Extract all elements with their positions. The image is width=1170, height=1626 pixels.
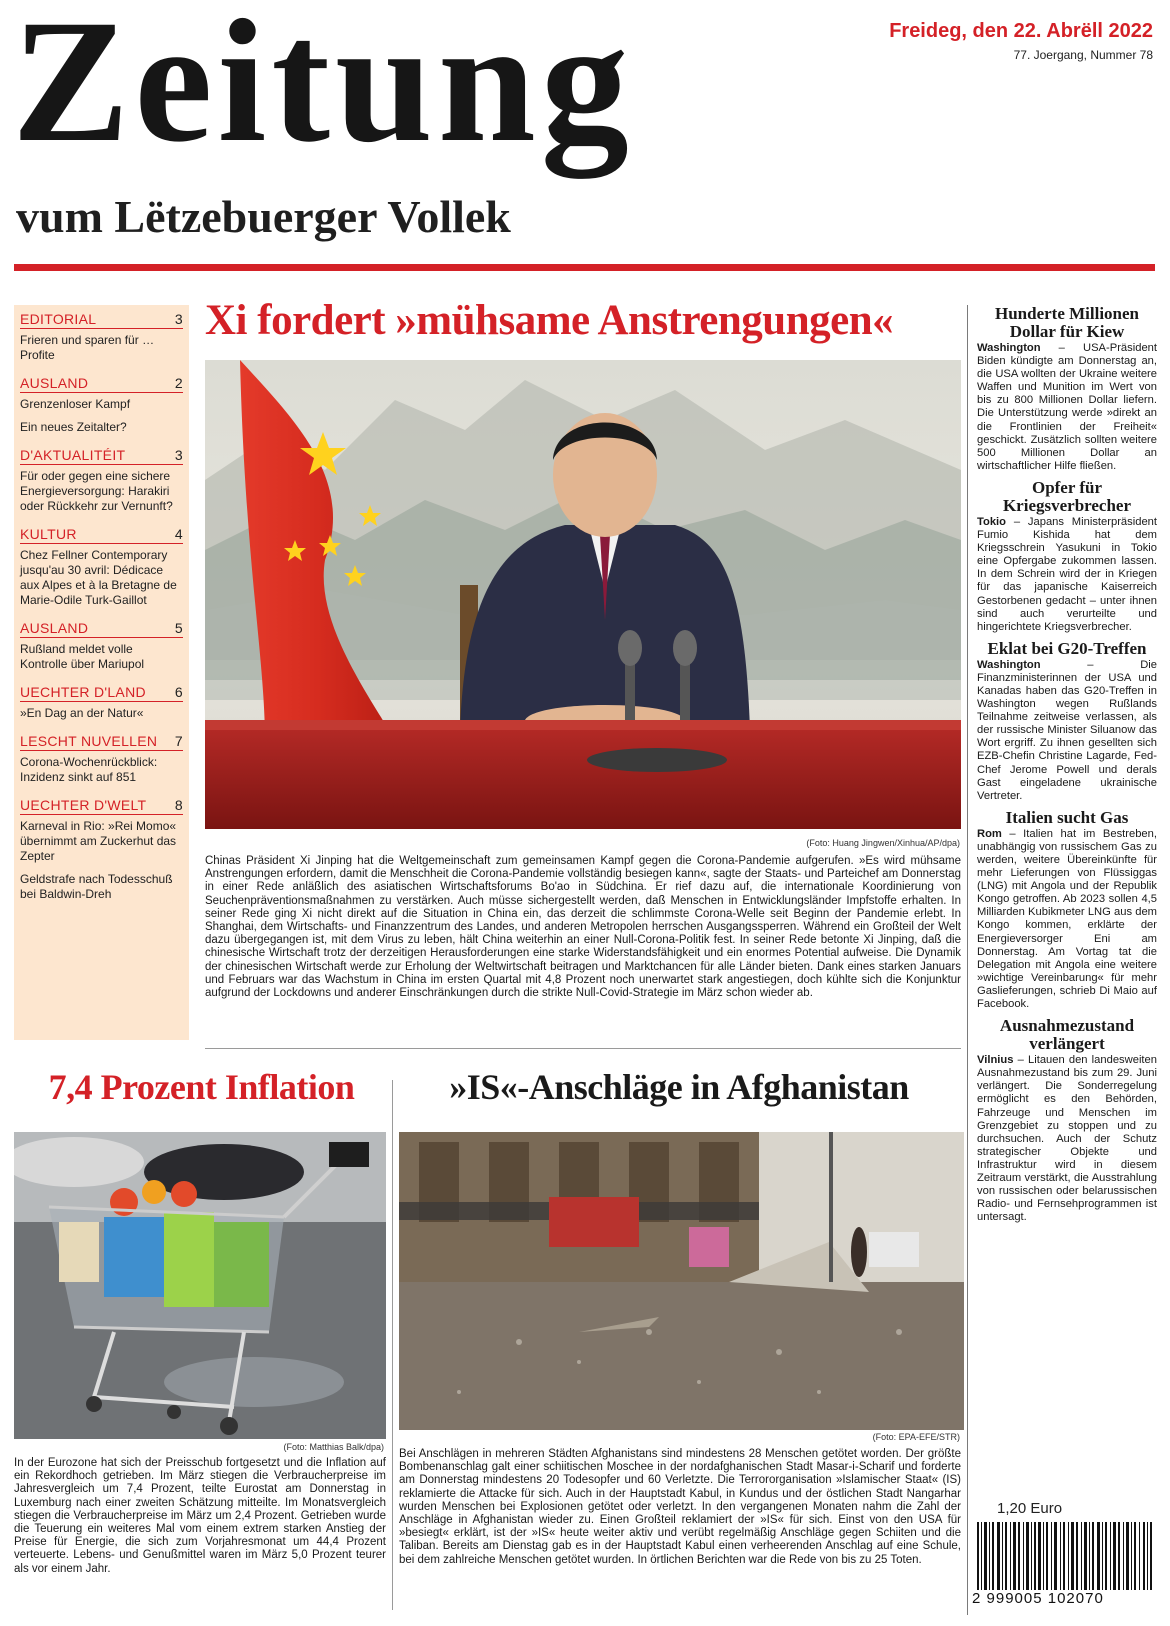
- lead-headline[interactable]: Xi fordert »mühsame Anstrengungen«: [205, 297, 894, 344]
- inflation-body: In der Eurozone hat sich der Preisschub fortgesetzt und die Inflation auf ein Rekordhoch getrieben. Im März stiegen die Verbraucherpreise im Jahresvergleich um 7,4 Prozent, teilte Eurostat am Donnerstag in Luxemburg nach einer zweiten Schätzung mitteilte. Im Monatsvergleich stiegen die Verbraucherpreise im März um 2,4 Prozent. Getrieben wurde die Teuerung ein weiteres Mal vom einem extrem starken Anstieg der Preise für Energie, die sich zum Vorjahresmonat um 44,4 Prozent verteuerte. Lebens- und Genußmittel waren im März 5,0 Prozent teurer als vor einem Jahr.: [14, 1457, 386, 1575]
- index-page-number: 5: [174, 620, 183, 636]
- column-divider: [967, 305, 968, 1615]
- inflation-photo-credit: (Foto: Matthias Balk/dpa): [283, 1442, 384, 1452]
- index-section[interactable]: [20, 311, 183, 363]
- index-page-number: 6: [174, 684, 183, 700]
- issue-number: 77. Joergang, Nummer 78: [1013, 48, 1153, 62]
- index-page-number: 4: [174, 526, 183, 542]
- index-section[interactable]: [20, 620, 183, 672]
- index-page-number: 3: [174, 311, 183, 327]
- brief[interactable]: [977, 305, 1157, 473]
- index-page-number: 2: [174, 375, 183, 391]
- masthead-subtitle: vum Lëtzebuerger Vollek: [16, 191, 511, 242]
- brief-title: Ausnahmezustand verlängert: [999, 1016, 1135, 1054]
- brief-title: Hunderte Millionen Dollar für Kiew: [994, 304, 1140, 341]
- index-section-title: LESCHT NUVELLEN: [20, 733, 158, 749]
- index-item[interactable]: Ein neues Zeitalter?: [20, 420, 127, 434]
- brief[interactable]: [977, 640, 1157, 803]
- brief-text: – Japans Ministerpräsident Fumio Kishida hat dem Kriegsschrein Yasukuni in Tokio eine Opfergabe zukommen lassen. In dem Schrein wird der in Kriegen für das japanische Kaiserreich Gestorbenen gedacht – unter ihnen sind auch verurteilte und hingerichtete Kriegsverbrecher.: [977, 515, 1157, 633]
- index-item[interactable]: Corona-Wochenrückblick: Inzidenz sinkt auf 851: [20, 755, 158, 784]
- index-section[interactable]: [20, 375, 183, 435]
- index-section[interactable]: [20, 733, 183, 785]
- index-section-title: AUSLAND: [20, 375, 89, 391]
- column-divider: [392, 1080, 393, 1610]
- brief-text: – Italien hat im Bestreben, unabhängig von russischem Gas zu werden, weitere Übereinkünfte für mehr Lieferungen von Flüssiggas (LNG) mit Angola und der Republik Kongo getroffen. Ab 2023 sollen 4,5 Milliarden Kubikmeter LNG aus dem Kongo kommen, erklärte der Energieversorger Eni am Donnerstag. Am Vortag tat die Delegation mit Angola eine weitere »wichtige Vereinbarung« für mehr Gaslieferungen, schrieb Di Maio auf Facebook.: [977, 827, 1157, 1011]
- lead-body: Chinas Präsident Xi Jinping hat die Weltgemeinschaft zum gemeinsamen Kampf gegen die Corona-Pandemie aufgerufen. »Es wird mühsame Anstrengungen erfordern, damit die Menschheit die Corona-Pandemie vollständig besiegen kann«, sagte der Staats- und Parteichef am Donnerstag in einer Rede anläßlich des asiatischen Wirtschaftsforums Bo'ao in Südchina. Er rief dazu auf, die internationale Koordinierung von Seuchenpräventionsmaßnahmen zu verstärken. Auch müsse sichergestellt werden, daß Menschen in Entwicklungsländer Impfstoffe erhalten. In seiner Rede ging Xi nicht direkt auf die Situation in China ein, das derzeit die schlimmste Corona-Welle seit Beginn der Pandemie erlebt. In Shanghai, dem Wirtschafts- und Finanzzentrum des Landes, und anderen Metropolen herrschen Ausgangssperren. Während ein Großteil der Welt dazu übergegangen ist, mit dem Virus zu leben, hält China weiterhin an einer Null-Corona-Politik fest. In seiner Rede betonte Xi Jinping, daß die chinesische Wirtschaft trotz der derzeitigen Herausforderungen eine starke Widerstandsfähigkeit und ein enormes Potential aufweise. Die Dynamik der chinesischen Wirtschaft werde zur Erholung der Weltwirtschaft beitragen und Marktchancen für alle Länder bieten. Dank eines starken Januars und Februars war das Wachstum in China im ersten Quartal mit 4,8 Prozent noch unerwartet stark angestiegen, doch kühlte sich die Konjunktur aufgrund der Lockdowns und anderer Einschränkungen durch die strikte Null-Covid-Strategie im März schon wieder ab.: [205, 855, 961, 1000]
- brief-dateline: Tokio: [977, 515, 1007, 528]
- brief[interactable]: [977, 479, 1157, 634]
- brief-title: Italien sucht Gas: [1005, 807, 1129, 827]
- barcode-number: 2 999005 102070: [972, 1590, 1157, 1607]
- afghanistan-photo: [399, 1132, 964, 1430]
- index-item[interactable]: Für oder gegen eine sichere Energieversorgung: Harakiri oder Rückkehr zur Vernunft?: [20, 469, 173, 513]
- brief-dateline: Washington: [977, 658, 1041, 671]
- brief-dateline: Vilnius: [977, 1054, 1014, 1067]
- brief-text: – Die Finanzministerinnen der USA und Kanadas haben das G20-Treffen in Washington wegen Rußlands Teilnahme zeitweise verlassen, als der russische Minister Siluanow das Wort ergriff. Zu ihnen gesellten sich EZB-Chefin Christine Lagarde, Fed-Chef Jerome Powell und derals Gast eingeladene ukrainische Vertreter.: [977, 658, 1157, 802]
- section-divider: [205, 1048, 961, 1049]
- index-item[interactable]: Geldstrafe nach Todesschuß bei Baldwin-Dreh: [20, 872, 173, 901]
- index-item[interactable]: Karneval in Rio: »Rei Momo« übernimmt am Zuckerhut das Zepter: [20, 819, 177, 863]
- index-section-title: UECHTER D'WELT: [20, 797, 147, 813]
- index-item[interactable]: Frieren und sparen für … Profite: [20, 333, 155, 362]
- index-page-number: 8: [174, 797, 183, 813]
- masthead-rule: [14, 264, 1155, 271]
- brief-text: – USA-Präsident Biden kündigte am Donnerstag an, die USA wollten der Ukraine weitere Waffen und Munition im Wert von bis zu 800 Millionen Dollar liefern. Die Unterstützung werde »direkt an die Frontlinien der Freiheit« geschickt. Zusätzlich sollten weitere 500 Millionen Dollar an wirtschaftlicher Hilfe fließen.: [977, 342, 1157, 472]
- index-page-number: 7: [174, 733, 183, 749]
- afghanistan-body: Bei Anschlägen in mehreren Städten Afghanistans sind mindestens 28 Menschen getötet worden. Der größte Bombenanschlag galt einer schiitischen Moschee in der nordafghanischen Stadt Masar-i-Scharif und forderte am Donnerstag mindestens 20 Todesopfer und 60 Verletzte. Die Terrororganisation »Islamischer Staat« (IS) reklamierte die Attacke für sich. Auch in der Hauptstadt Kabul, in Kundus und der östlichen Stadt Nangarhar wurden Menschen bei Explosionen getötet oder verletzt. In den vergangenen Monaten nahm die Zahl der Anschläge in Afghanistan wieder zu. Einen Großteil reklamiert der »IS« für sich. Einst von den USA für »besiegt« erklärt, ist der »IS« heute weiter aktiv und verübt regelmäßig Anschläge gegen Schiiten und die Taliban. Bereits am Dienstag gab es in der Hauptstadt Kabul einen verheerenden Anschlag auf eine Schule, bei dem zahlreiche Menschen getötet wurden. In örtlichen Berichten war die Rede von bis zu 25 Toten.: [399, 1448, 961, 1566]
- brief-title: Opfer für Kriegsverbrecher: [1002, 477, 1132, 515]
- brief[interactable]: [977, 1017, 1157, 1224]
- index-section-title: EDITORIAL: [20, 311, 97, 327]
- price-label: 1,20 Euro: [997, 1500, 1063, 1517]
- masthead-title: Zeitung: [12, 0, 634, 179]
- index-section-title: UECHTER D'LAND: [20, 684, 146, 700]
- afghanistan-headline[interactable]: »IS«-Anschläge in Afghanistan: [449, 1067, 909, 1107]
- contents-index: [14, 305, 189, 1040]
- index-item[interactable]: Rußland meldet volle Kontrolle über Mariupol: [20, 642, 145, 671]
- index-item[interactable]: »En Dag an der Natur«: [20, 706, 144, 720]
- brief-text: – Litauen den landesweiten Ausnahmezustand bis zum 29. Juni verlängert. Die Sonderregelung ermöglicht es den Behörden, Fahrzeuge und Menschen im Grenzgebiet zu stoppen und zu durchsuchen. Auch der Schutz strategischer Objekte und Infrastruktur wird in diesem Zeitraum verstärkt, die Ausstrahlung von russischen oder belarussischen Radio- und Fernsehprogrammen ist untersagt.: [977, 1054, 1157, 1224]
- brief-title: Eklat bei G20-Treffen: [987, 638, 1147, 658]
- index-item[interactable]: Chez Fellner Contemporary jusqu'au 30 avril: Dédicace aux Alpes et à la Bretagne de Marie-Odile Turk-Gaillot: [20, 548, 177, 607]
- shopping-cart-photo: [14, 1132, 386, 1439]
- brief-dateline: Rom: [977, 827, 1002, 840]
- index-section[interactable]: [20, 526, 183, 608]
- issue-date: Freideg, den 22. Abrëll 2022: [889, 20, 1153, 42]
- index-page-number: 3: [174, 447, 183, 463]
- index-section[interactable]: [20, 684, 183, 721]
- index-section-title: D'AKTUALITÉIT: [20, 447, 126, 463]
- index-section-title: KULTUR: [20, 526, 77, 542]
- lead-photo-credit: (Foto: Huang Jingwen/Xinhua/AP/dpa): [806, 838, 960, 848]
- afghanistan-photo-credit: (Foto: EPA-EFE/STR): [872, 1432, 960, 1442]
- inflation-headline[interactable]: 7,4 Prozent Inflation: [48, 1067, 355, 1107]
- index-section-title: AUSLAND: [20, 620, 89, 636]
- news-briefs: [977, 305, 1157, 1230]
- index-section[interactable]: [20, 447, 183, 514]
- brief[interactable]: [977, 809, 1157, 1011]
- brief-dateline: Washington: [977, 342, 1041, 354]
- lead-photo: [205, 360, 961, 829]
- index-item[interactable]: Grenzenloser Kampf: [20, 397, 131, 411]
- index-section[interactable]: [20, 797, 183, 902]
